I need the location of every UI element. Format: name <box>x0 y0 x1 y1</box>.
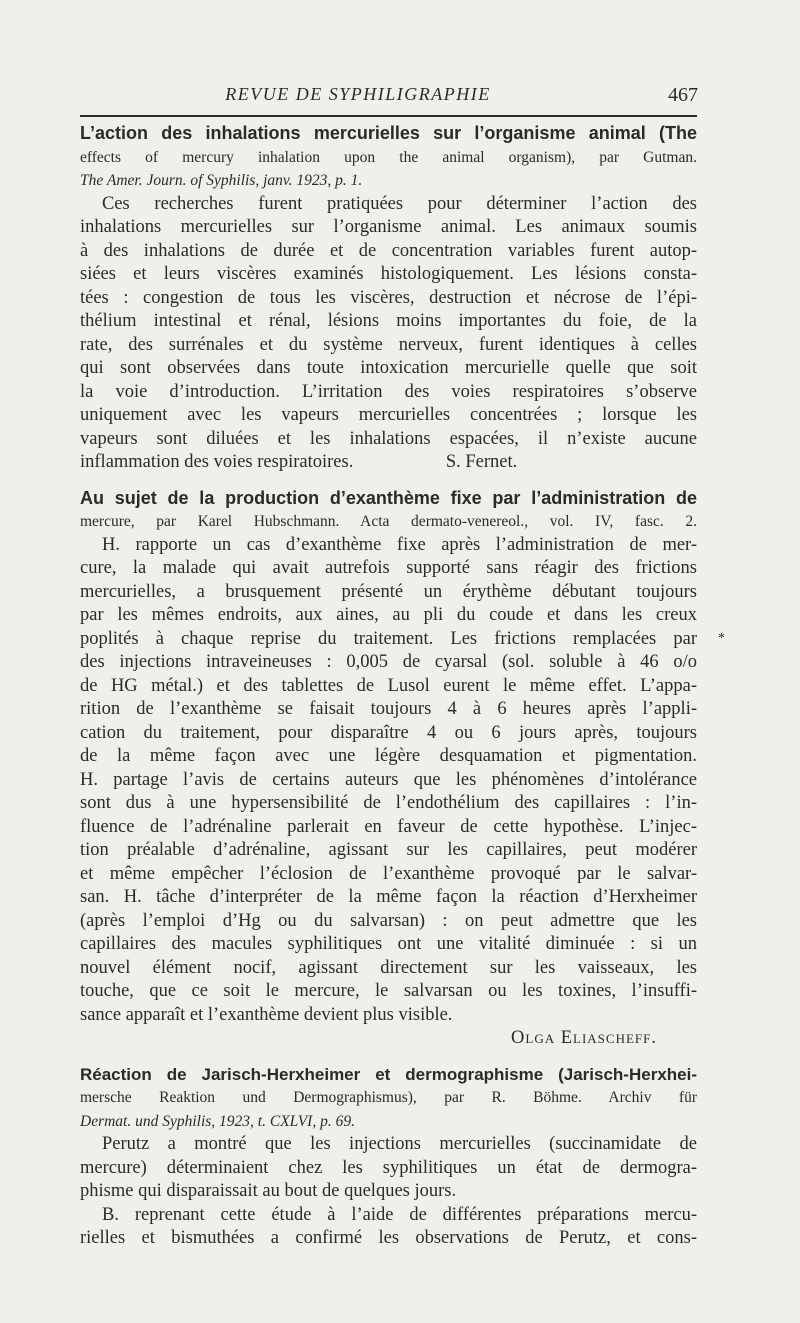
text-line: Perutz a montré que les injections mercurielles (succinamidate de <box>102 1134 697 1154</box>
text-line: tion préalable d’adrénaline, agissant sur les capillaires, peut modérer <box>80 840 697 860</box>
text-line: inhalations mercurielles sur l’organisme animal. Les animaux soumis <box>80 217 697 237</box>
text-line: phisme qui disparaissait au bout de quelques jours. <box>80 1181 457 1201</box>
article-hubschmann <box>80 487 697 1051</box>
page-body <box>80 122 697 1251</box>
text-line: à des inhalations de durée et de concentration variables furent autop- <box>80 240 697 261</box>
text-line: et même empêcher l’éclosion de l’exanthème provoqué par le salvar- <box>80 863 697 884</box>
text-line: rition de l’exanthème se faisait toujours 4 à 6 heures après l’appli- <box>80 699 697 719</box>
text-line: thélium intestinal et rénal, lésions moins importantes du foie, de la <box>80 311 697 331</box>
text-line: rielles et bismuthées a confirmé les observations de Perutz, et cons- <box>80 1228 697 1248</box>
text-line: rate, des surrénales et du système nerveux, furent identiques à celles <box>80 334 697 355</box>
text-line: de la même façon avec une légère desquamation et pigmentation. <box>80 746 697 766</box>
text-line: H. partage l’avis de certains auteurs que les phénomènes d’intolérance <box>80 769 697 790</box>
text-line: uniquement avec les vapeurs mercurielles concentrées ; lorsque les <box>80 405 697 425</box>
citation-line: The Amer. Journ. of Syphilis, janv. 1923, p. 1. <box>80 172 363 189</box>
text-line: par les mêmes endroits, aux aines, au pli du coude et dans les creux <box>80 605 697 625</box>
text-line: la voie d’introduction. L’irritation des voies respiratoires s’observe <box>80 381 697 402</box>
text-line: capillaires des macules syphilitiques ont une vitalité diminuée : si un <box>80 934 697 954</box>
page-number: 467 <box>668 84 698 106</box>
article-bohme <box>80 1063 697 1251</box>
citation-line: effects of mercury inhalation upon the animal organism), par Gutman. <box>80 148 697 166</box>
text-line: sont dus à une hypersensibilité de l’endothélium des capillaires : l’in- <box>80 793 697 813</box>
text-line: cation du traitement, pour disparaître 4 ou 6 jours après, toujours <box>80 722 697 743</box>
text-line-signature: inflammation des voies respiratoires. S. Fernet. <box>80 452 518 472</box>
text-line: qui sont observées dans toute intoxication mercurielle quelle que soit <box>80 358 697 378</box>
text-line: vapeurs sont diluées et les inhalations espacées, il n’existe aucune <box>80 428 697 449</box>
citation-line: mersche Reaktion und Dermographismus), par R. Böhme. Archiv für <box>80 1089 697 1106</box>
article-title-line: Au sujet de la production d’exanthème fixe par l’administration de <box>80 487 697 508</box>
text-line: siées et leurs viscères examinés histologiquement. Les lésions consta- <box>80 264 697 284</box>
citation-line: mercure, par Karel Hubschmann. Acta dermato-venereol., vol. IV, fasc. 2. <box>80 513 697 530</box>
text-line: touche, que ce soit le mercure, le salvarsan ou les toxines, l’insuffi- <box>80 981 697 1001</box>
article-title-line: Réaction de Jarisch-Herxheimer et dermographisme (Jarisch-Herxhei- <box>80 1064 697 1084</box>
text-line: B. reprenant cette étude à l’aide de différentes préparations mercu- <box>102 1204 697 1225</box>
article-gutman <box>80 122 697 475</box>
page-header <box>78 80 698 110</box>
text-line: (après l’emploi d’Hg ou du salvarsan) : on peut admettre que les <box>80 910 697 931</box>
text-line: poplités à chaque reprise du traitement. Les frictions remplacées par <box>80 628 697 649</box>
author-signature: Olga Eliascheff. <box>511 1028 657 1048</box>
text-line: fluence de l’adrénaline parlerait en faveur de cette hypothèse. L’injec- <box>80 816 697 837</box>
text-line: san. H. tâche d’interpréter de la même façon la réaction d’Herxheimer <box>80 887 697 907</box>
text-line: cure, la malade qui avait autrefois supporté sans réagir des frictions <box>80 558 697 578</box>
text-line: nouvel élément nocif, agissant directement sur les vaisseaux, les <box>80 957 697 978</box>
citation-line: Dermat. und Syphilis, 1923, t. CXLVI, p. 69. <box>80 1112 355 1130</box>
running-title: REVUE DE SYPHILIGRAPHIE <box>225 84 491 104</box>
article-title-line: L’action des inhalations mercurielles sur l’organisme animal (The <box>80 123 697 143</box>
text-line: Ces recherches furent pratiquées pour déterminer l’action des <box>102 193 697 214</box>
text-line: H. rapporte un cas d’exanthème fixe après l’administration de mer- <box>102 534 697 555</box>
text-line: mercure) déterminaient chez les syphilitiques un état de dermogra- <box>80 1157 697 1178</box>
text-line: mercurielles, a brusquement présenté un érythème débutant toujours <box>80 581 697 602</box>
text-line: sance apparaît et l’exanthème devient plus visible. <box>80 1004 453 1025</box>
header-rule <box>80 115 697 117</box>
text-line: des injections intraveineuses : 0,005 de cyarsal (sol. soluble à 46 o/o <box>80 652 697 672</box>
margin-mark: * <box>718 631 725 646</box>
text-line: de HG métal.) et des tablettes de Lusol eurent le même effet. L’appa- <box>80 675 697 696</box>
text-line: tées : congestion de tous les viscères, destruction et nécrose de l’épi- <box>80 287 697 308</box>
